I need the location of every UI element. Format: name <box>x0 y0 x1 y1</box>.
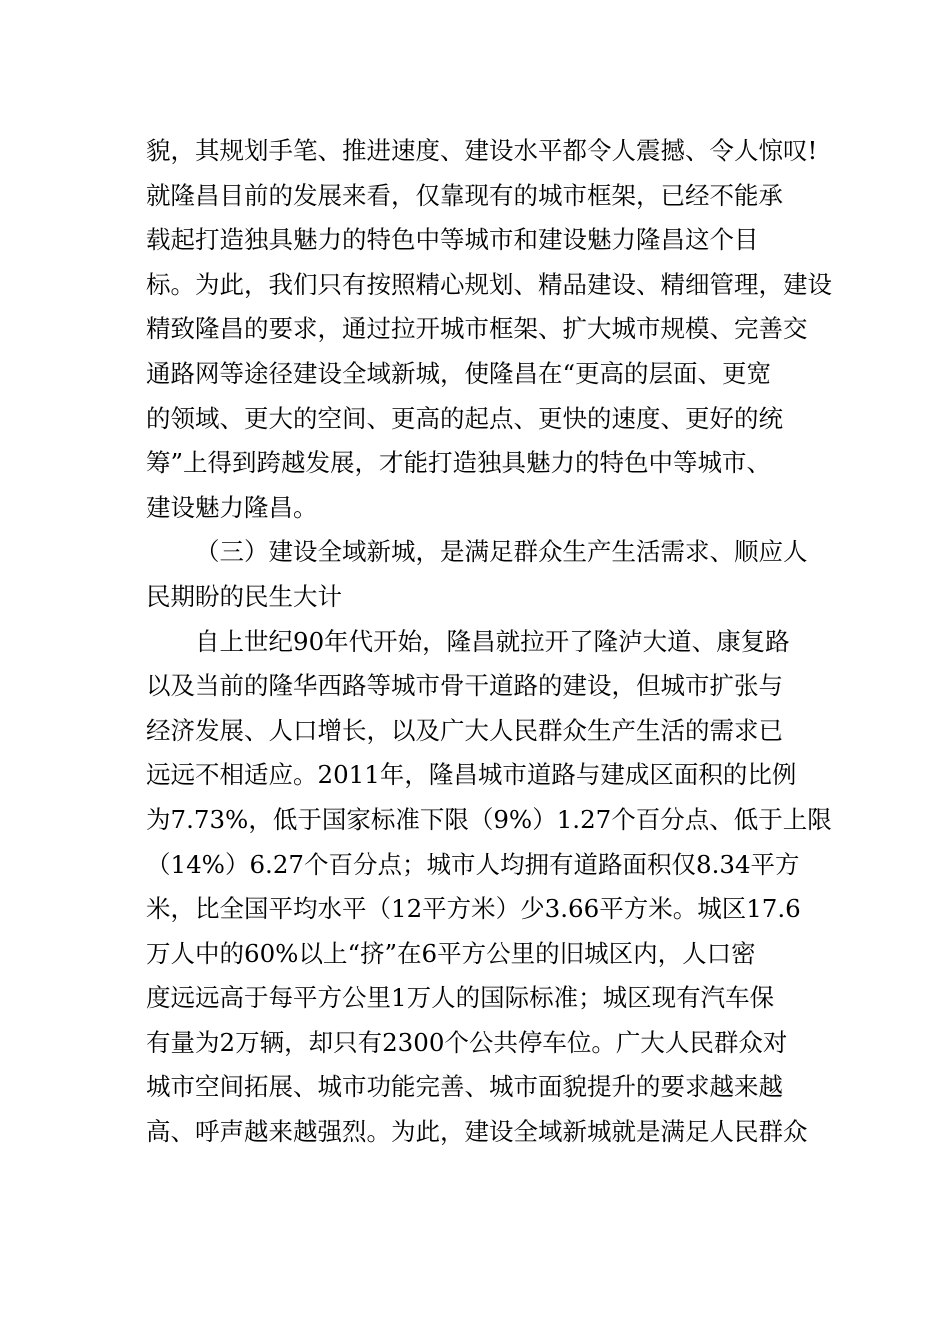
body-text <box>146 129 832 1155</box>
text-line: 就隆昌目前的发展来看，仅靠现有的城市框架，已经不能承 <box>146 180 783 210</box>
text-line: 万人中的60%以上“挤”在6平方公里的旧城区内，人口密 <box>146 938 756 968</box>
text-line: 标。为此，我们只有按照精心规划、精品建设、精细管理，建设 <box>146 269 832 299</box>
text-line: 度远远高于每平方公里1万人的国际标准；城区现有汽车保 <box>146 983 775 1013</box>
text-line: 以及当前的隆华西路等城市骨干道路的建设，但城市扩张与 <box>146 671 783 701</box>
text-line: 载起打造独具魅力的特色中等城市和建设魅力隆昌这个目 <box>146 225 759 255</box>
text-line: 自上世纪90年代开始，隆昌就拉开了隆泸大道、康复路 <box>195 626 790 656</box>
text-line: 建设魅力隆昌。 <box>146 492 318 522</box>
section-heading-line: 民期盼的民生大计 <box>146 581 342 611</box>
text-line: （14%）6.27个百分点；城市人均拥有道路面积仅8.34平方 <box>146 849 800 879</box>
text-line: 为7.73%，低于国家标准下限（9%）1.27个百分点、低于上限 <box>146 804 832 834</box>
text-line: 的领域、更大的空间、更高的起点、更快的速度、更好的统 <box>146 403 783 433</box>
text-line: 高、呼声越来越强烈。为此，建设全域新城就是满足人民群众 <box>146 1117 808 1147</box>
text-line: 精致隆昌的要求，通过拉开城市框架、扩大城市规模、完善交 <box>146 314 808 344</box>
text-line: 有量为2万辆，却只有2300个公共停车位。广大人民群众对 <box>146 1027 788 1057</box>
text-line: 筹”上得到跨越发展，才能打造独具魅力的特色中等城市、 <box>146 448 772 478</box>
text-line: 城市空间拓展、城市功能完善、城市面貌提升的要求越来越 <box>146 1072 783 1102</box>
text-line: 远远不相适应。2011年，隆昌城市道路与建成区面积的比例 <box>146 760 797 790</box>
text-line: 米，比全国平均水平（12平方米）少3.66平方米。城区17.6 <box>146 894 801 924</box>
text-line: 貌，其规划手笔、推进速度、建设水平都令人震撼、令人惊叹! <box>146 136 818 165</box>
text-line: 经济发展、人口增长，以及广大人民群众生产生活的需求已 <box>146 715 783 745</box>
section-heading-line: （三）建设全域新城，是满足群众生产生活需求、顺应人 <box>195 537 808 567</box>
text-line: 通路网等途径建设全域新城，使隆昌在“更高的层面、更宽 <box>146 358 772 388</box>
